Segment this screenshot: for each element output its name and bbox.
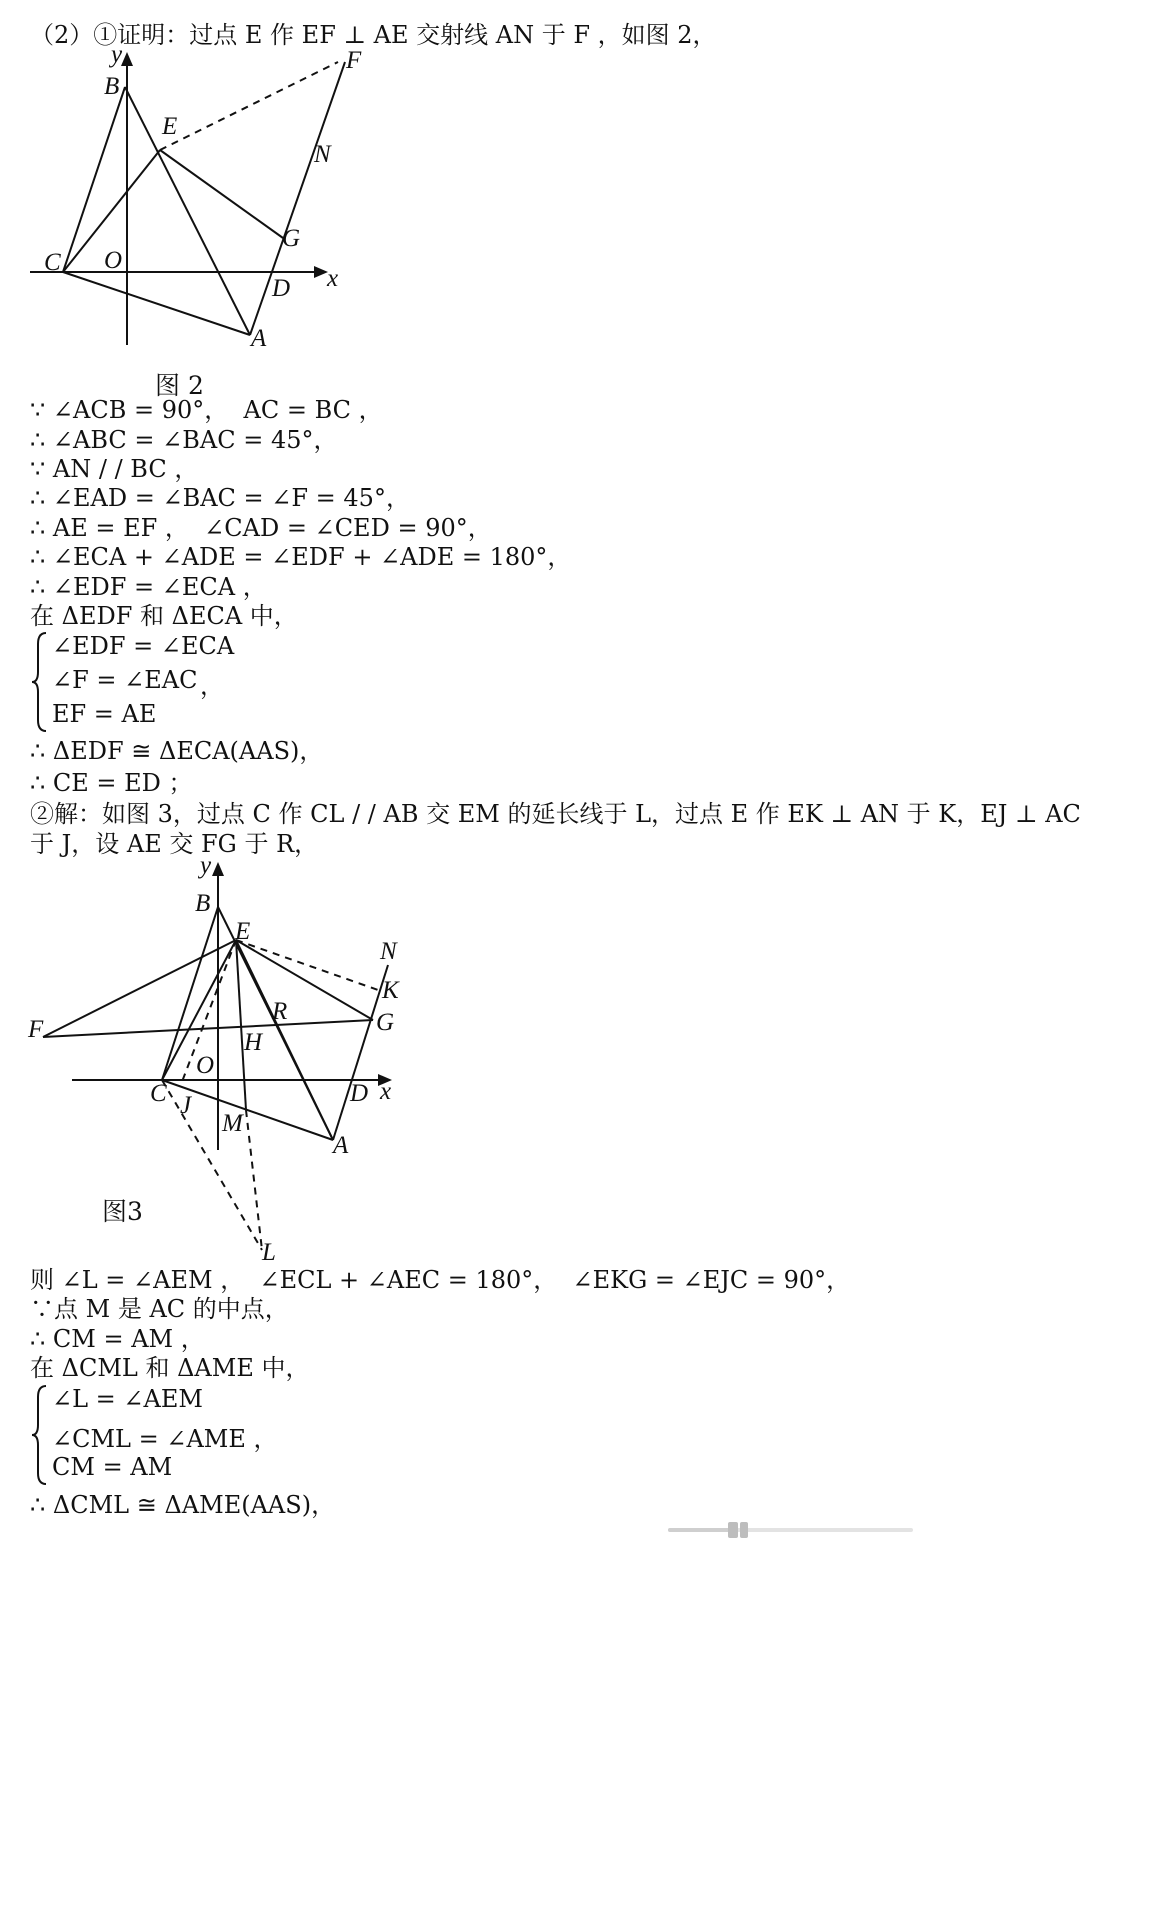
label-A: A [251,325,267,352]
segment-FE [43,940,236,1037]
proof-line: ∵ AN / / BC ， [30,455,199,483]
segment-BA [125,87,250,335]
label-A: A [333,1132,349,1159]
label-N: N [380,938,397,965]
proof-line: ∴ ∠ECA + ∠ADE = ∠EDF + ∠ADE = 180°， [30,543,572,571]
figure-2 [0,40,420,360]
label-D: D [350,1080,369,1107]
label-L: L [262,1239,276,1265]
label-J: J [180,1092,192,1119]
system-row: EF = AE [52,700,157,728]
ray-AN [333,965,388,1140]
label-D: D [272,275,291,302]
ray-AN [250,62,345,335]
part2-line: ②解：如图 3，过点 C 作 CL / / AB 交 EM 的延长线于 L，过点 E 作 EK ⊥ AN 于 K，EJ ⊥ AC [30,800,1081,828]
label-E: E [235,918,251,945]
equation-system-2 [30,1383,290,1487]
proof-line: ∴ ΔEDF ≅ ΔECA(AAS)， [30,737,324,765]
segment-EF-dashed [160,62,338,150]
label-O: O [104,247,123,274]
label-E: E [162,113,178,140]
proof-line: 则 ∠L = ∠AEM ， ∠ECL + ∠AEC = 180°， ∠EKG = ∠EJC = 90°， [30,1266,851,1294]
figure-2-caption: 图 2 [155,371,204,400]
system-row: CM = AM [52,1453,173,1481]
proof-line: 在 ΔEDF 和 ΔECA 中， [30,602,298,630]
label-C: C [44,249,61,276]
proof-line: ∴ AE = EF ， ∠CAD = ∠CED = 90°， [30,514,492,542]
label-M: M [222,1110,243,1137]
label-x: x [327,265,339,292]
label-C: C [150,1080,167,1107]
system-row: ∠L = ∠AEM [52,1385,203,1413]
label-F: F [28,1016,44,1043]
segment-ML-dashed [246,1110,262,1250]
label-O: O [196,1052,215,1079]
scroll-indicator-icon[interactable] [668,1520,918,1540]
figure-3-caption: 图3 [102,1197,143,1226]
system-row: ∠EDF = ∠ECA [52,632,235,660]
proof-line: ∵ ∠ACB = 90°， AC = BC ， [30,396,383,424]
label-B: B [195,890,211,917]
label-y: y [200,855,212,879]
left-brace-icon [30,1383,52,1487]
label-G: G [282,225,301,252]
label-B: B [104,73,120,100]
label-R: R [272,998,288,1025]
y-axis-arrow [121,52,133,66]
segment-EM [236,940,246,1110]
equation-system-1 [30,630,290,734]
label-x: x [380,1078,392,1105]
segment-FG [43,1020,373,1037]
label-K: K [382,977,399,1004]
proof-line: ∴ CM = AM ， [30,1325,205,1353]
proof-line: ∵点 M 是 AC 的中点， [30,1295,289,1323]
system-row: ∠CML = ∠AME ， [52,1425,278,1453]
label-F: F [346,47,362,74]
system-row: ∠F = ∠EAC [52,666,198,694]
proof-line: ∴ ∠ABC = ∠BAC = 45°， [30,426,338,454]
proof-line: ∴ ∠EAD = ∠BAC = ∠F = 45°， [30,484,410,512]
label-H: H [244,1029,263,1056]
figure-3 [0,855,420,1265]
label-N: N [314,141,331,168]
part2-line: 于 J，设 AE 交 FG 于 R， [30,830,319,858]
proof-line: ∴ CE = ED ； [30,769,193,797]
proof-line: ∴ ΔCML ≅ ΔAME(AAS)， [30,1491,336,1519]
segment-CB [63,87,125,272]
label-y: y [111,41,123,68]
segment-CL-dashed [162,1080,262,1250]
proof-line: 在 ΔCML 和 ΔAME 中， [30,1354,310,1382]
system-trailing-comma: ， [200,672,224,700]
x-axis-arrow [314,266,328,278]
label-G: G [376,1009,395,1036]
proof-line: ∴ ∠EDF = ∠ECA ， [30,573,267,601]
header-line: （2）①证明：过点 E 作 EF ⊥ AE 交射线 AN 于 F ，如图 2， [30,21,717,49]
y-axis-arrow [212,862,224,876]
left-brace-icon [30,630,52,734]
